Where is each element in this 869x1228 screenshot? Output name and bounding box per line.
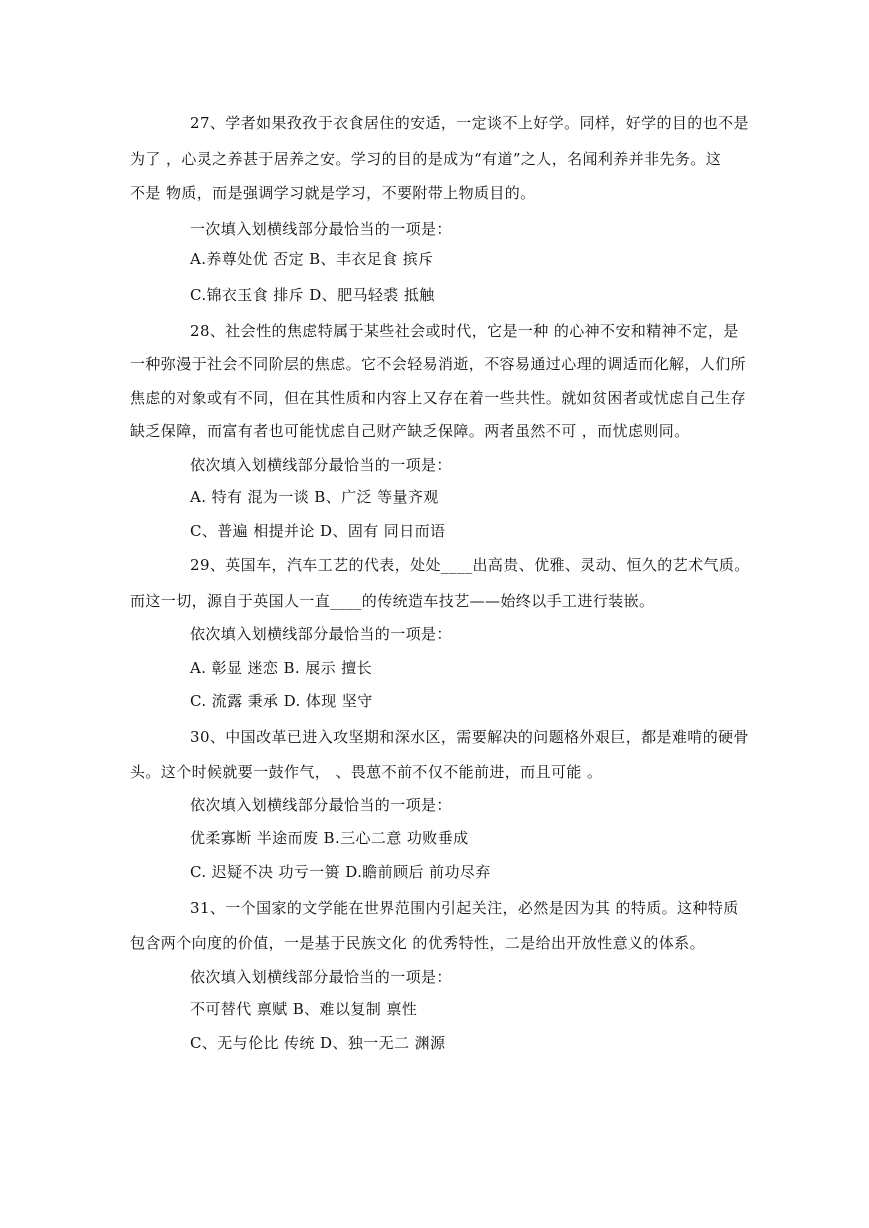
q28-line-3: 焦虑的对象或有不同，但在其性质和内容上又存在着一些共性。就如贫困者或忧虑自己生存 bbox=[130, 389, 747, 407]
q30-line-1: 30、中国改革已进入攻坚期和深水区，需要解决的问题格外艰巨，都是难啃的硬骨 bbox=[190, 728, 749, 746]
q30-line-2: 头。这个时候就要一鼓作气， 、畏葸不前不仅不能前进，而且可能 。 bbox=[130, 763, 603, 781]
q27-line-3: 不是 物质，而是强调学习就是学习，不要附带上物质目的。 bbox=[130, 184, 536, 202]
q29-line-2: 而这一切，源自于英国人一直____的传统造车技艺——始终以手工进行装嵌。 bbox=[130, 592, 655, 610]
q28-line-2: 一种弥漫于社会不同阶层的焦虑。它不会轻易消逝，不容易通过心理的调适而化解，人们所 bbox=[130, 355, 747, 373]
q30-options-1: 优柔寡断 半途而废 B.三心二意 功败垂成 bbox=[190, 829, 469, 847]
q27-options-1: A.养尊处优 否定 B、丰衣足食 摈斥 bbox=[190, 250, 434, 268]
q28-line-1: 28、社会性的焦虑特属于某些社会或时代，它是一种 的心神不安和精神不定，是 bbox=[190, 322, 739, 340]
q30-options-2: C. 迟疑不决 功亏一篑 D.瞻前顾后 前功尽弃 bbox=[190, 863, 491, 881]
q31-prompt: 依次填入划横线部分最恰当的一项是： bbox=[190, 968, 452, 986]
q27-prompt: 一次填入划横线部分最恰当的一项是： bbox=[190, 220, 452, 238]
q31-options-2: C、无与伦比 传统 D、独一无二 渊源 bbox=[190, 1034, 446, 1052]
q27-options-2: C.锦衣玉食 排斥 D、肥马轻裘 抵触 bbox=[190, 286, 435, 304]
q31-line-1: 31、一个国家的文学能在世界范围内引起关注，必然是因为其 的特质。这种特质 bbox=[190, 899, 739, 917]
q29-options-1: A. 彰显 迷恋 B. 展示 擅长 bbox=[190, 659, 373, 677]
q30-prompt: 依次填入划横线部分最恰当的一项是： bbox=[190, 796, 452, 814]
q28-options-2: C、普遍 相提并论 D、固有 同日而语 bbox=[190, 522, 446, 540]
q27-line-2: 为了 ，心灵之养甚于居养之安。学习的目的是成为“有道”之人，名闻利养并非先务。这 bbox=[130, 150, 722, 168]
q28-prompt: 依次填入划横线部分最恰当的一项是： bbox=[190, 456, 452, 474]
q29-prompt: 依次填入划横线部分最恰当的一项是： bbox=[190, 625, 452, 643]
q31-options-1: 不可替代 禀赋 B、难以复制 禀性 bbox=[190, 1000, 418, 1018]
q31-line-2: 包含两个向度的价值，一是基于民族文化 的优秀特性，二是给出开放性意义的体系。 bbox=[130, 934, 705, 952]
q28-line-4: 缺乏保障，而富有者也可能忧虑自己财产缺乏保障。两者虽然不可 ，而忧虑则同。 bbox=[130, 422, 690, 440]
q29-options-2: C. 流露 秉承 D. 体现 坚守 bbox=[190, 692, 373, 710]
q29-line-1: 29、英国车，汽车工艺的代表，处处____出高贵、优雅、灵动、恒久的艺术气质。 bbox=[190, 556, 750, 574]
q27-line-1: 27、学者如果孜孜于衣食居住的安适，一定谈不上好学。同样，好学的目的也不是 bbox=[190, 114, 749, 132]
q28-options-1: A. 特有 混为一谈 B、广泛 等量齐观 bbox=[190, 488, 439, 506]
